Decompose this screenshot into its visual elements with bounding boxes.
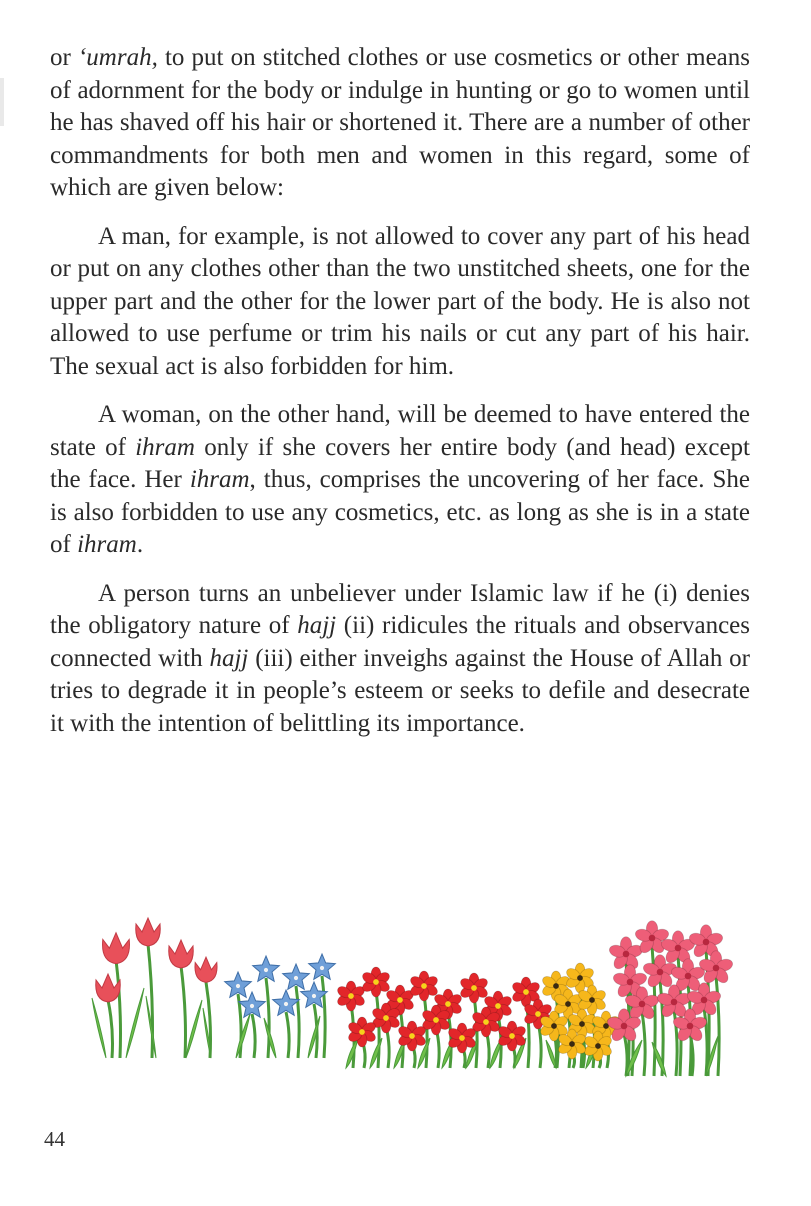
- pink-flower-icon: [657, 969, 664, 976]
- leaf-icon: [92, 998, 106, 1058]
- flower-border-illustration: [86, 908, 736, 1080]
- text-run: .: [136, 531, 144, 558]
- pink-flower-icon: [639, 1001, 646, 1008]
- blue-star-flower-icon: [320, 966, 324, 970]
- stem-icon: [108, 1000, 113, 1058]
- red-flower-icon: [523, 989, 529, 995]
- blue-star-flower-icon: [250, 1004, 254, 1008]
- italic-term: ihram: [77, 531, 137, 558]
- text-run: only if she covers her entire body (and head) except the face. Her: [50, 433, 751, 493]
- stem-icon: [181, 966, 186, 1058]
- red-flower-icon: [471, 985, 477, 991]
- pink-flower-icon: [685, 973, 692, 980]
- tulip-icon: [195, 957, 217, 982]
- leaf-icon: [236, 1014, 250, 1058]
- yellow-flower-icon: [551, 1023, 557, 1029]
- yellow-flower-icon: [569, 1041, 575, 1047]
- text-run: A woman, on the other hand, will be deemed to have entered the state of: [50, 401, 750, 461]
- paragraph-4: [50, 578, 750, 741]
- red-flower-icon: [509, 1033, 515, 1039]
- paragraph-2: [50, 221, 750, 384]
- pink-flower-icon: [703, 939, 710, 946]
- stem-icon: [116, 960, 121, 1058]
- yellow-flower-icon: [589, 997, 595, 1003]
- tulip-icon: [136, 918, 161, 946]
- yellow-flower-icon: [565, 1001, 571, 1007]
- paragraph-1: [50, 42, 750, 205]
- stem-icon: [266, 978, 269, 1058]
- text-run: or: [50, 44, 78, 71]
- pink-flower-icon: [701, 997, 708, 1004]
- pink-flower-icon: [675, 945, 682, 952]
- text-run: (iii) either inveighs against the House of Allah or tries to degrade it in people’s esteem or seeks to defile and desecrate it with the intention of belittling its importance.: [50, 644, 750, 737]
- pink-flower-icon: [623, 951, 630, 958]
- body-text: [50, 42, 750, 756]
- stem-icon: [322, 976, 325, 1058]
- yellow-flower-icon: [577, 975, 583, 981]
- blue-star-flower-icon: [264, 968, 268, 972]
- text-run: (ii) ridicules the rituals and observances connected with: [50, 612, 751, 672]
- leaf-icon: [126, 988, 144, 1058]
- red-flower-icon: [383, 1015, 389, 1021]
- page-number: 44: [44, 1127, 65, 1151]
- red-flower-icon: [359, 1029, 365, 1035]
- pink-flower-icon: [649, 935, 656, 942]
- text-run: , thus, comprises the uncovering of her face. She is also forbidden to use any cosmetics, etc. as long as she is in a state of: [50, 466, 750, 558]
- blue-star-flower-icon: [312, 994, 316, 998]
- blue-star-flower-icon: [294, 976, 298, 980]
- leaf-icon: [186, 1000, 202, 1058]
- red-flower-icon: [397, 997, 403, 1003]
- red-flower-icon: [373, 979, 379, 985]
- red-flower-icon: [348, 993, 354, 999]
- yellow-flower-icon: [595, 1043, 601, 1049]
- italic-term: ihram: [135, 433, 195, 461]
- red-flower-icon: [483, 1019, 489, 1025]
- red-flower-icon: [459, 1035, 465, 1041]
- red-flower-icon: [445, 1001, 451, 1007]
- italic-term: ihram: [189, 466, 250, 493]
- red-flower-icon: [409, 1033, 415, 1039]
- pink-flower-icon: [671, 999, 678, 1006]
- blue-star-flower-icon: [236, 984, 240, 988]
- stem-icon: [296, 986, 299, 1058]
- tulip-icon: [169, 940, 194, 968]
- red-flower-icon: [421, 983, 427, 989]
- stem-icon: [716, 976, 719, 1076]
- italic-term: ‘umrah,: [77, 44, 158, 71]
- text-run: to put on stitched clothes or use cosmetics or other means of adornment for the body or indulge in hunting or go to women until he has shaved off his hair or shortened it. There are a number of other commandments for both men and women in this regard, some of which are given below:: [50, 44, 751, 201]
- pink-flower-icon: [621, 1023, 628, 1030]
- stem-icon: [252, 1014, 255, 1058]
- margin-mark: [0, 78, 4, 126]
- pink-flower-icon: [687, 1023, 694, 1030]
- yellow-flower-icon: [579, 1021, 585, 1027]
- red-flower-icon: [495, 1003, 501, 1009]
- stem-icon: [624, 1034, 627, 1076]
- yellow-flower-icon: [553, 983, 559, 989]
- italic-term: hajj: [209, 644, 249, 672]
- italic-term: hajj: [297, 612, 337, 639]
- stem-icon: [642, 1012, 645, 1076]
- text-run: A person turns an unbeliever under Islamic law if he (i) denies the obligatory nature of: [50, 579, 750, 639]
- pink-flower-icon: [713, 965, 720, 972]
- text-run: A man, for example, is not allowed to cover any part of his head or put on any clothes other than the two unstitched sheets, one for the upper part and the other for the lower part of the body. He is also not allowed to use perfume or trim his nails or cut any part of his hair. The sexual act is also forbidden for him.: [50, 222, 750, 380]
- red-flower-icon: [535, 1011, 541, 1017]
- stem-icon: [148, 944, 153, 1058]
- blue-star-flower-icon: [284, 1002, 288, 1006]
- red-flower-icon: [433, 1017, 439, 1023]
- tulip-icon: [103, 933, 130, 964]
- paragraph-3: [50, 399, 750, 562]
- pink-flower-icon: [627, 979, 634, 986]
- stem-icon: [286, 1012, 289, 1058]
